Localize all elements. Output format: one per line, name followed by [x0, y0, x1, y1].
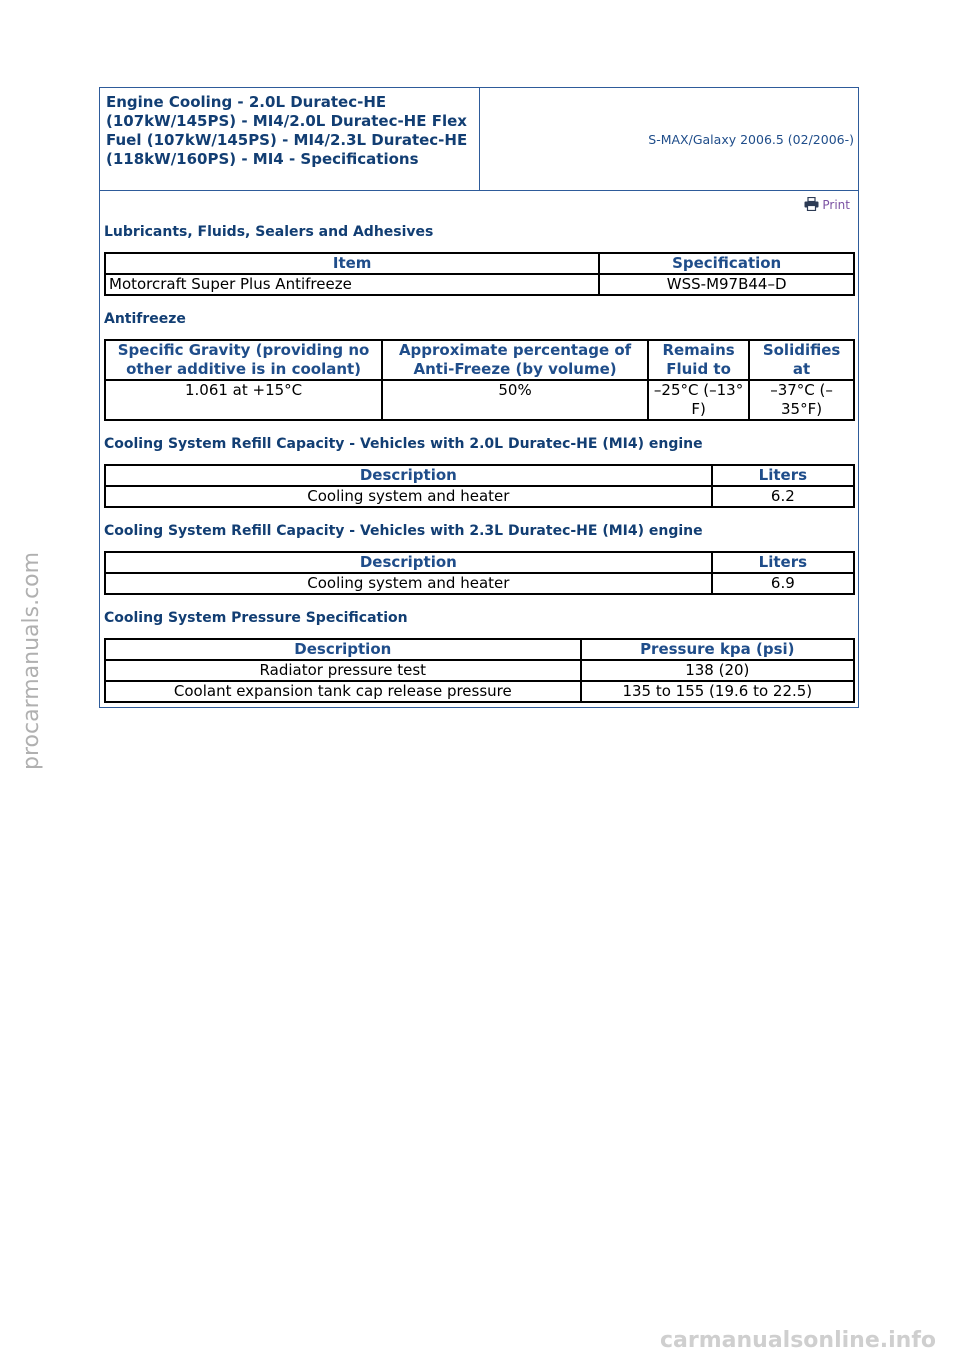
table-cell: WSS-M97B44–D [599, 274, 854, 295]
table-cell: Coolant expansion tank cap release pressure [105, 681, 581, 702]
page-title: Engine Cooling - 2.0L Duratec-HE (107kW/145PS) - MI4/2.0L Duratec-HE Flex Fuel (107kW/145PS) - MI4/2.3L Duratec-HE (118kW/160PS) - MI4 - Specifications [100, 88, 480, 190]
table-cell: Cooling system and heater [105, 486, 712, 507]
printer-icon [804, 197, 819, 214]
table-cell: 6.2 [712, 486, 854, 507]
section-title-refill-20: Cooling System Refill Capacity - Vehicles with 2.0L Duratec-HE (MI4) engine [104, 436, 703, 452]
table-cell: –25°C (–13° F) [648, 380, 749, 420]
document-content [100, 191, 858, 707]
section-title-refill-23: Cooling System Refill Capacity - Vehicles with 2.3L Duratec-HE (MI4) engine [104, 523, 703, 539]
table-row [105, 573, 854, 594]
column-header: Liters [712, 465, 854, 486]
table-cell: 6.9 [712, 573, 854, 594]
print-label: Print [822, 198, 850, 212]
model-label: S-MAX/Galaxy 2006.5 (02/2006-) [648, 131, 854, 147]
table-cell: –37°C (– 35°F) [749, 380, 854, 420]
refill-23-table [104, 551, 855, 595]
table-header-row [105, 253, 854, 274]
table-header-row [105, 340, 854, 380]
lubricants-table [104, 252, 855, 296]
table-cell: 50% [382, 380, 648, 420]
print-link[interactable] [104, 197, 854, 215]
table-cell: 135 to 155 (19.6 to 22.5) [581, 681, 854, 702]
table-cell: 138 (20) [581, 660, 854, 681]
table-cell: Radiator pressure test [105, 660, 581, 681]
table-cell: Motorcraft Super Plus Antifreeze [105, 274, 599, 295]
column-header: Liters [712, 552, 854, 573]
column-header: Solidifies at [749, 340, 854, 380]
document-header [100, 88, 858, 191]
column-header: Description [105, 465, 712, 486]
section-title-lubricants: Lubricants, Fluids, Sealers and Adhesives [104, 224, 434, 240]
table-row [105, 681, 854, 702]
bottom-watermark: carmanualsonline.info [660, 1328, 936, 1353]
column-header: Description [105, 552, 712, 573]
table-row [105, 486, 854, 507]
table-row [105, 660, 854, 681]
table-header-row [105, 552, 854, 573]
column-header: Description [105, 639, 581, 660]
antifreeze-table [104, 339, 855, 421]
column-header: Remains Fluid to [648, 340, 749, 380]
pressure-table [104, 638, 855, 703]
refill-20-table [104, 464, 855, 508]
table-row [105, 274, 854, 295]
side-watermark: procarmanuals.com [19, 551, 44, 770]
section-title-antifreeze: Antifreeze [104, 311, 186, 327]
column-header: Specific Gravity (providing no other additive is in coolant) [105, 340, 382, 380]
column-header: Pressure kpa (psi) [581, 639, 854, 660]
table-header-row [105, 465, 854, 486]
table-cell: Cooling system and heater [105, 573, 712, 594]
table-row [105, 380, 854, 420]
column-header: Specification [599, 253, 854, 274]
section-title-pressure: Cooling System Pressure Specification [104, 610, 408, 626]
document-frame [99, 87, 859, 708]
column-header: Approximate percentage of Anti-Freeze (by volume) [382, 340, 648, 380]
column-header: Item [105, 253, 599, 274]
table-cell: 1.061 at +15°C [105, 380, 382, 420]
table-header-row [105, 639, 854, 660]
